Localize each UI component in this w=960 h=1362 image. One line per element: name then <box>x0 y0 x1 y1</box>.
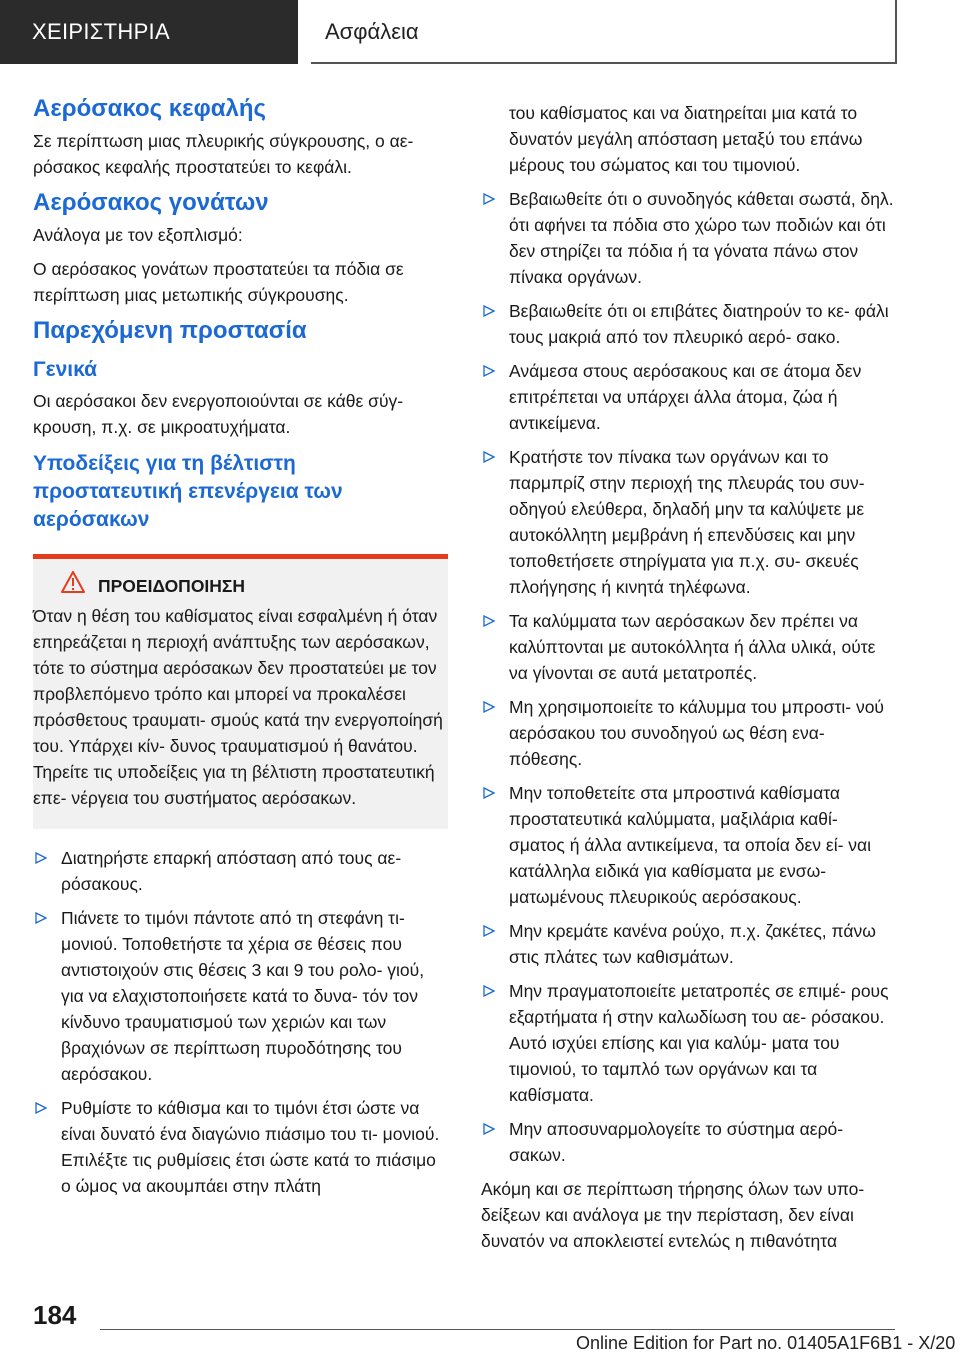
paragraph-knee-protection: Ο αερόσακος γονάτων προστατεύει τα πόδια σε περίπτωση μιας μετωπικής σύγκρουσης. <box>33 259 404 305</box>
warning-text: Όταν η θέση του καθίσματος είναι εσφαλμένη ή όταν επηρεάζεται η περιοχή ανάπτυξης των αερόσακων, τότε το σύστημα αερόσακων δεν προστατεύει με τον προβλεπόμενο τρόπο και μπορεί να προκαλέσει πρόσθετους τραυματι- σμούς κατά την ενεργοποίησή του. Υπάρχει κίν- δυνος τραυματισμού ή θανάτου. Τηρείτε τις υποδείξεις για τη βέλτιστη προστατευτική επε- νέργεια του συστήματος αερόσακων. <box>33 606 443 808</box>
list-item: Μην πραγματοποιείτε μετατροπές σε επιμέ- ρους εξαρτήματα ή στην καλωδίωση του αε- ρόσακου. Αυτό ισχύει επίσης και για καλύμ- ματα του τιμονιού, το ταμπλό των οργάνων και τα καθίσματα. <box>481 978 896 1108</box>
triangle-bullet-icon <box>483 193 495 205</box>
paragraph-head-airbag: Σε περίπτωση μιας πλευρικής σύγκρουσης, ο αε- ρόσακος κεφαλής προστατεύει το κεφάλι. <box>33 131 414 177</box>
heading-tips: Υποδείξεις για τη βέλτιστη προστατευτική επενέργεια των αερόσακων <box>33 452 343 531</box>
list-item: Μη χρησιμοποιείτε το κάλυμμα του μπροστι- νού αερόσακου του συνοδηγού ως θέση ενα- πόθεσης. <box>481 694 896 772</box>
triangle-bullet-icon <box>483 985 495 997</box>
list-item: Μην τοποθετείτε στα μπροστινά καθίσματα προστατευτικά καλύμματα, μαξιλάρια καθί- σματος ή άλλα αντικείμενα, τα οποία δεν εί- ναι κατάλληλα ειδικά για καθίσματα με ενσω- ματωμένους πλευρικούς αερόσακους. <box>481 780 896 910</box>
heading-general: Γενικά <box>33 358 98 381</box>
left-bullet-list <box>33 845 448 1199</box>
triangle-bullet-icon <box>483 615 495 627</box>
footer-divider <box>100 1329 895 1330</box>
list-item: Ρυθμίστε το κάθισμα και το τιμόνι έτσι ώστε να είναι δυνατό ένα διαγώνιο πιάσιμο του τι- μονιού. Επιλέξτε τις ρυθμίσεις έτσι ώστε κατά το πιάσιμο ο ώμος να ακουμπάει στην πλάτη <box>33 1095 448 1199</box>
triangle-bullet-icon <box>483 365 495 377</box>
left-column <box>33 94 448 1207</box>
list-item: Βεβαιωθείτε ότι ο συνοδηγός κάθεται σωστά, δηλ. ότι αφήνει τα πόδια στο χώρο των ποδιών και ότι δεν στηρίζει τα πόδια ή τα γόνατα πάνω στον πίνακα οργάνων. <box>481 186 896 290</box>
warning-triangle-icon <box>61 571 85 593</box>
list-item: Ανάμεσα στους αερόσακους και σε άτομα δεν επιτρέπεται να υπάρχει άλλα άτομα, ζώα ή αντικείμενα. <box>481 358 896 436</box>
triangle-bullet-icon <box>483 305 495 317</box>
page-header <box>0 0 960 64</box>
warning-box <box>33 554 448 829</box>
section-tab: Ασφάλεια <box>311 0 897 64</box>
list-item: Διατηρήστε επαρκή απόσταση από τους αε- ρόσακους. <box>33 845 448 897</box>
list-item: Βεβαιωθείτε ότι οι επιβάτες διατηρούν το κε- φάλι τους μακριά από τον πλευρικό αερό- σακο. <box>481 298 896 350</box>
heading-knee-airbag: Αερόσακος γονάτων <box>33 189 269 216</box>
heading-head-airbag: Αερόσακος κεφαλής <box>33 95 266 122</box>
list-item: Μην αποσυναρμολογείτε το σύστημα αερό- σακων. <box>481 1116 896 1168</box>
triangle-bullet-icon <box>483 787 495 799</box>
list-item: Πιάνετε το τιμόνι πάντοτε από τη στεφάνη τι- μονιού. Τοποθετήστε τα χέρια σε θέσεις που αντιστοιχούν στις θέσεις 3 και 9 του ρολο- γιού, για να ελαχιστοποιήσετε κατά το δυνα- τόν τον κίνδυνο τραυματισμού των χεριών και των βραχιόνων σε περίπτωση πυροδότησης του αερόσακου. <box>33 905 448 1087</box>
triangle-bullet-icon <box>35 852 47 864</box>
list-item: Μην κρεμάτε κανένα ρούχο, π.χ. ζακέτες, πάνω στις πλάτες των καθισμάτων. <box>481 918 896 970</box>
triangle-bullet-icon <box>483 701 495 713</box>
paragraph-closing: Ακόμη και σε περίπτωση τήρησης όλων των υπο- δείξεων και ανάλογα με την περίσταση, δεν είναι δυνατόν να αποκλειστεί εντελώς η πιθανότητα <box>481 1179 865 1251</box>
triangle-bullet-icon <box>35 912 47 924</box>
triangle-bullet-icon <box>35 1102 47 1114</box>
right-column <box>481 100 896 1262</box>
triangle-bullet-icon <box>483 925 495 937</box>
triangle-bullet-icon <box>483 451 495 463</box>
paragraph-general: Οι αερόσακοι δεν ενεργοποιούνται σε κάθε σύγ- κρουση, π.χ. σε μικροατυχήματα. <box>33 391 404 437</box>
edition-note: Online Edition for Part no. 01405A1F6B1 - X/20 <box>576 1333 956 1353</box>
paragraph-knee-equipment: Ανάλογα με τον εξοπλισμό: <box>33 225 243 245</box>
heading-protection: Παρεχόμενη προστασία <box>33 317 307 344</box>
warning-title: ΠΡΟΕΙΔΟΠΟΙΗΣΗ <box>98 576 246 596</box>
chapter-tab: ΧΕΙΡΙΣΤΗΡΙΑ <box>0 0 298 64</box>
warning-title-row <box>33 573 448 599</box>
page-number: 184 <box>33 1300 77 1330</box>
right-bullet-list <box>481 186 896 1168</box>
paragraph-continuation: του καθίσματος και να διατηρείται μια κατά το δυνατόν μεγάλη απόσταση μεταξύ του επάνω μέρους του σώματος και του τιμονιού. <box>509 103 863 175</box>
list-item: Κρατήστε τον πίνακα των οργάνων και το παρμπρίζ στην περιοχή της πλευράς του συν- οδηγού ελεύθερα, δηλαδή μην τα καλύψετε με αυτοκόλλητη μεμβράνη ή επενδύσεις και μην τοποθετήσετε στηρίγματα για π.χ. συ- σκευές πλοήγησης ή κινητά τηλέφωνα. <box>481 444 896 600</box>
list-item: Τα καλύμματα των αερόσακων δεν πρέπει να καλύπτονται με αυτοκόλλητα ή άλλα υλικά, ούτε να γίνονται σε αυτά μετατροπές. <box>481 608 896 686</box>
triangle-bullet-icon <box>483 1123 495 1135</box>
